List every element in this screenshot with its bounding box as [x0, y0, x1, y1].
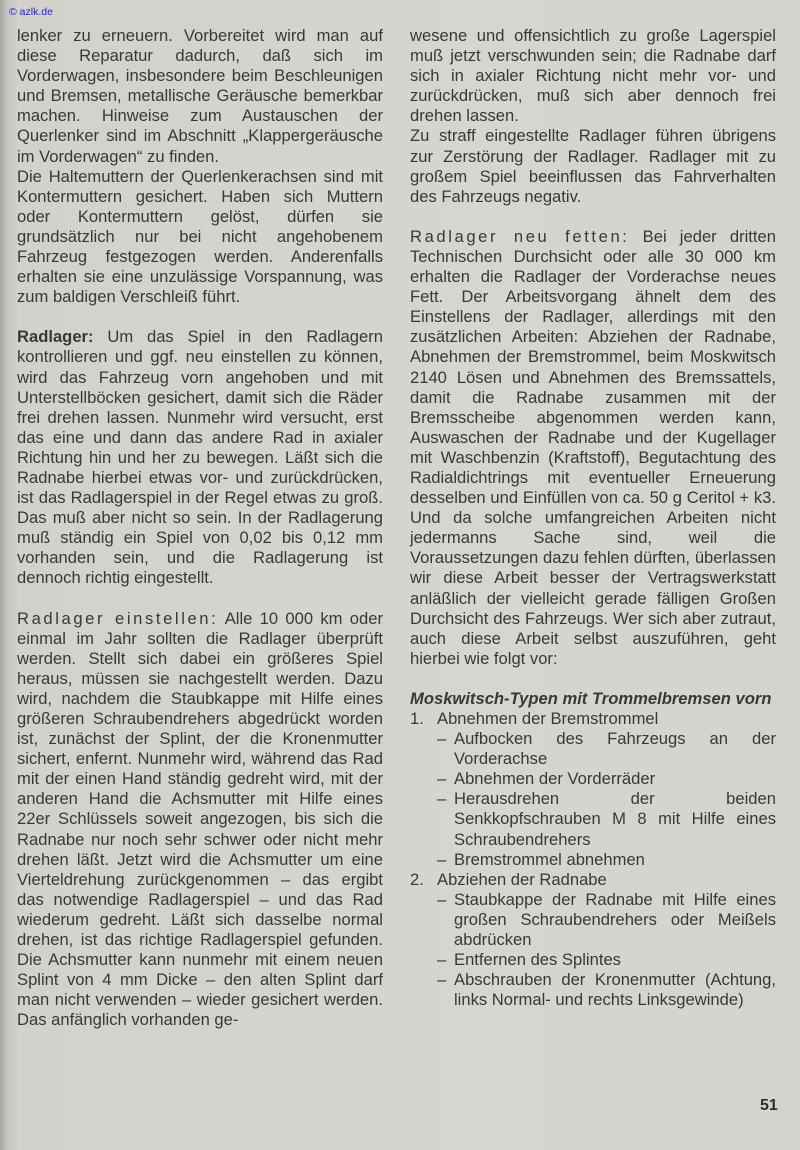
substep-item: [437, 890, 776, 950]
step-item: [410, 870, 776, 1011]
paragraph: Zu straff eingestellte Radlager führen übrigens zur Zerstörung der Radlager. Radlager mit zu großem Spiel beeinflussen das Fahrverhalten des Fahrzeugs negativ.: [410, 126, 776, 206]
steps-list: [410, 709, 776, 1010]
substep-text: Aufbocken des Fahrzeugs an der Vorderachse: [454, 729, 776, 769]
substep-text: Entfernen des Splintes: [454, 950, 621, 970]
substep-item: [437, 970, 776, 1010]
page-number: 51: [760, 1097, 778, 1114]
substep-item: [437, 729, 776, 769]
paragraph-text: Bei jeder dritten Technischen Durchsicht oder alle 30 000 km erhalten die Radlager der Vorderachse neues Fett. Der Arbeitsvorgang ähnelt dem des Einstellens der Radlager, allerdings mit den zusätzlichen Arbeiten: Abziehen der Radnabe, Abnehmen der Bremstrommel, beim Moskwitsch 2140 Lösen und Abnehmen des Bremssattels, damit die Radnabe zusammen mit der Bremsscheibe abgenommen werden kann, Auswaschen der Radnabe und der Kugellager mit Waschbenzin (Kraftstoff), Begutachtung des Radialdichtrings mit eventueller Erneuerung desselben und Einfüllen von ca. 50 g Ceritol + k3. Und da solche umfangreichen Arbeiten nicht jedermanns Sache sind, weil die Voraussetzungen dazu fehlen dürften, überlassen wir diese Arbeit besser der Vertragswerkstatt anläßlich der vielleicht gerade fälligen Großen Durchsicht des Fahrzeugs. Wer sich aber zutraut, auch diese Arbeit selbst auszuführen, geht hierbei wie folgt vor:: [410, 226, 776, 668]
step-title: Abziehen der Radnabe: [437, 869, 607, 889]
step-title: Abnehmen der Bremstrommel: [437, 709, 659, 728]
substep-item: [437, 850, 776, 870]
dash-bullet: –: [437, 950, 447, 970]
substep-item: [437, 769, 776, 789]
right-column: [410, 26, 776, 1010]
substep-item: [437, 789, 776, 849]
substep-item: [437, 950, 776, 970]
paragraph-radlager-einstellen: [17, 609, 383, 1031]
section-heading: Radlager einstellen:: [17, 608, 219, 628]
dash-bullet: –: [437, 789, 447, 809]
substep-text: Herausdrehen der beiden Senkkopfschrauben M 8 mit Hilfe eines Schraubendrehers: [454, 789, 776, 849]
subheading: Moskwitsch-Typen mit Trommelbremsen vorn: [410, 688, 772, 708]
substep-text: Abschrauben der Kronenmutter (Achtung, links Normal- und rechts Linksgewinde): [454, 970, 776, 1010]
step-number: 2.: [410, 869, 424, 889]
dash-bullet: –: [437, 970, 447, 990]
paragraph-text: Um das Spiel in den Radlagern kontrollieren und ggf. neu einstellen zu können, wird das Fahrzeug vorn angehoben und mit Unterstellböcken gesichert, damit sich die Räder frei drehen lassen. Nunmehr wird versucht, erst das eine und dann das andere Rad in axialer Richtung hin und her zu bewegen. Läßt sich die Radnabe hierbei etwas vor- und zurückdrücken, ist das Radlagerspiel in der Regel etwas zu groß. Das muß aber nicht so sein. In der Radlagerung muß ständig ein Spiel von 0,02 bis 0,12 mm vorhanden sein, und die Radlagerung ist dennoch richtig eingestellt.: [17, 327, 383, 588]
dash-bullet: –: [437, 769, 447, 789]
substep-text: Abnehmen der Vorderräder: [454, 769, 656, 789]
watermark: © azlk.de: [9, 6, 53, 18]
substep-text: Staubkappe der Radnabe mit Hilfe eines großen Schraubendrehers oder Meißels abdrücken: [454, 889, 776, 950]
dash-bullet: –: [437, 729, 447, 749]
left-column: [17, 26, 383, 1031]
section-heading: Radlager neu fetten:: [410, 226, 630, 246]
substep-text: Bremstrommel abnehmen: [454, 849, 645, 869]
paragraph-radlager: [17, 327, 383, 588]
dash-bullet: –: [437, 889, 447, 909]
paragraph-text: Alle 10 000 km oder einmal im Jahr sollten die Radlager überprüft werden. Stellt sich dabei ein größeres Spiel heraus, müssen sie nachgestellt werden. Dazu wird, nachdem die Staubkappe mit Hilfe eines größeren Schraubendrehers abgedrückt worden ist, zunächst der Splint, der die Kronenmutter sichert, enfernt. Nunmehr wird, während das Rad mit der einen Hand ständig gedreht wird, mit der anderen Hand die Achsmutter mit Hilfe eines 22er Schlüssels soweit angezogen, bis sich die Radnabe nur noch sehr schwer oder nicht mehr drehen läßt. Jetzt wird die Achsmutter um eine Vierteldrehung zurückgenommen – das ergibt das notwendige Radlagerspiel – und das Rad wiederum gedreht. Läßt sich dasselbe normal drehen, ist das richtige Radlagerspiel gefunden. Die Achsmutter kann nunmehr mit einem neuen Splint von 4 mm Dicke – den alten Splint darf man nicht verwenden – wieder gesichert werden. Das anfänglich vorhanden ge-: [17, 608, 383, 1030]
substeps-list: [437, 890, 776, 1011]
paragraph: lenker zu erneuern. Vorbereitet wird man auf diese Reparatur dadurch, daß sich im Vorderwagen, insbesondere beim Beschleunigen und Bremsen, metallische Geräusche bemerkbar machen. Hinweise zum Austauschen der Querlenker sind im Abschnitt „Klappergeräusche im Vorderwagen“ zu finden.: [17, 26, 383, 166]
substeps-list: [437, 729, 776, 870]
step-item: [410, 709, 776, 870]
paragraph-radlager-neu-fetten: [410, 227, 776, 669]
paragraph: Die Haltemuttern der Querlenkerachsen sind mit Kontermuttern gesichert. Haben sich Muttern oder Kontermuttern gelöst, dürfen sie grundsätzlich nur bei nicht angehobenem Fahrzeug festgezogen werden. Anderenfalls erhalten sie eine unzulässige Vorspannung, was zum baldigen Verschleiß führt.: [17, 166, 383, 307]
section-heading: Radlager:: [17, 327, 94, 347]
paragraph: wesene und offensichtlich zu große Lagerspiel muß jetzt verschwunden sein; die Radnabe darf sich in axialer Richtung nicht mehr vor- und zurückdrücken, muß sich aber dennoch frei drehen lassen.: [410, 26, 776, 126]
step-number: 1.: [410, 709, 424, 728]
dash-bullet: –: [437, 849, 447, 869]
